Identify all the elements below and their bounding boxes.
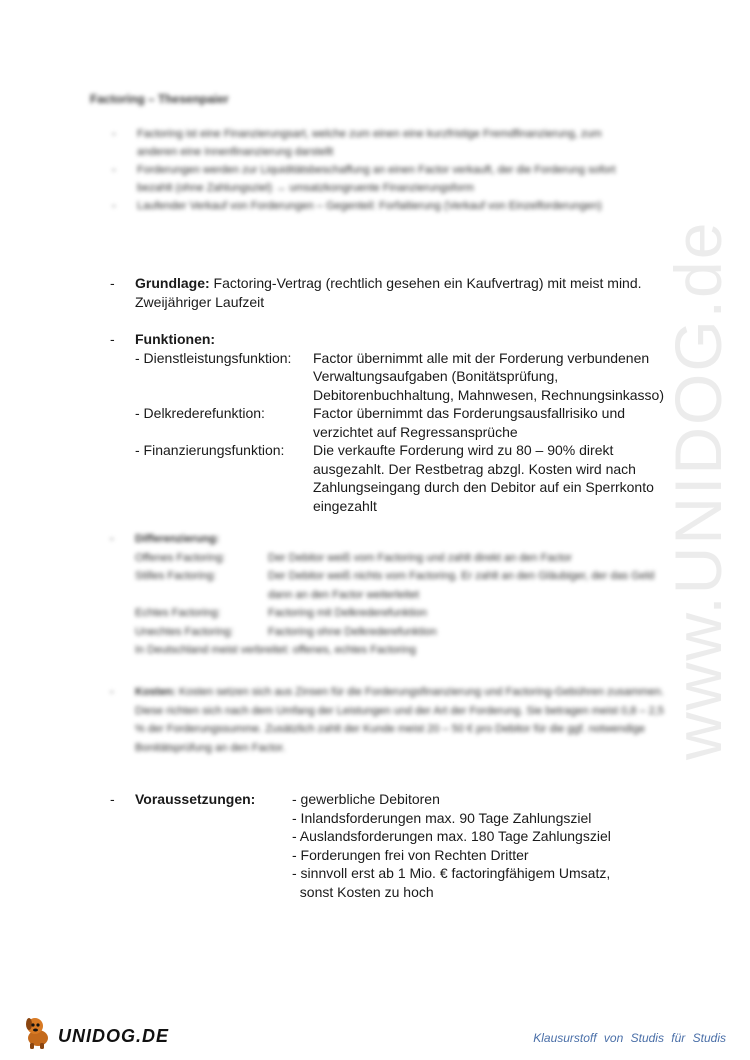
factoring-type: Offenes Factoring: [135,551,226,564]
unidog-logo[interactable] [22,1012,170,1052]
function-name: - Finanzierungsfunktion: [135,442,285,458]
factoring-type: Unechtes Factoring: [135,625,234,638]
voraussetzungen-label: Voraussetzungen: [135,791,256,807]
differenzierung-label: Differenzierung: [135,533,220,545]
grundlage-body [135,274,670,311]
logo-text: UNIDOG.DE [58,1026,170,1046]
intro-item [112,161,632,197]
bullet-dash: - [112,164,116,176]
factoring-type-description: Factoring ohne Delkrederefunktion [268,625,437,638]
watermark: www.UNIDOG.de [661,220,735,760]
section-funktionen [110,330,670,515]
factoring-type: Stilles Factoring: [135,570,217,582]
function-row [135,441,670,515]
requirement-item: - Inlandsforderungen max. 90 Tage Zahlungsziel [292,809,592,826]
bullet-dash: - [110,533,114,545]
section-kosten [110,683,670,757]
intro-text: Factoring ist eine Finanzierungsart, welche zum einen eine kurzfristige Fremdfinanzierung, zum anderen eine Innenfinanzierung darstellt [137,128,602,158]
voraussetzungen-body [135,790,670,901]
kosten-text: Kosten setzen sich aus Zinsen für die Forderungsfinanzierung und Factoring-Gebühren zusammen. Diese richten sich nach dem Umfang der Leistungen und der Art der Forderung. Sie betragen meist 0,8 – 2,5 % der Forderungssumme. Zusätzlich zahlt der Kunde meist 20 – 50 € pro Debitor für die ggf. notwendige Bonitätsprüfung an den Factor. [135,686,664,754]
voraussetzungen-list [292,790,670,901]
section-differenzierung [110,530,670,660]
document-title: Factoring – Thesenpaier [90,92,229,106]
factoring-type-description: Der Debitor weiß nichts vom Factoring. Er zahlt an den Gläubiger, der das Geld dann an den Factor weiterleitet [268,570,655,601]
factoring-type: Echtes Factoring: [135,607,221,619]
function-description: Factor übernimmt das Forderungsausfallrisiko und verzichtet auf Regressansprüche [313,405,626,440]
requirement-item: - gewerbliche Debitoren [292,791,440,807]
differenzierung-body [135,530,670,660]
function-name: - Dienstleistungsfunktion: [135,349,292,366]
bullet-dash: - [112,128,116,140]
requirement-item: - Auslandsforderungen max. 180 Tage Zahlungsziel [292,828,611,844]
intro-text: Laufender Verkauf von Forderungen – Gegenteil: Forfaitierung (Verkauf von Einzelforderungen) [137,200,602,212]
factoring-type-description: Der Debitor weiß vom Factoring und zahlt direkt an den Factor [268,551,572,564]
differenzierung-row [135,549,670,568]
funktionen-body [135,330,670,515]
requirement-item: - Forderungen frei von Rechten Dritter [292,846,529,863]
requirement-item: sonst Kosten zu hoch [292,883,434,900]
dog-icon [22,1012,62,1052]
differenzierung-row [135,604,670,623]
grundlage-text: Factoring-Vertrag (rechtlich gesehen ein Kaufvertrag) mit meist mind. Zweijähriger Laufzeit [135,275,642,310]
kosten-label: Kosten: [135,686,176,698]
kosten-body [135,683,670,757]
bullet-dash: - [110,686,114,698]
differenzierung-row [135,567,670,604]
function-name: - Delkrederefunktion: [135,405,265,421]
differenzierung-note: In Deutschland meist verbreitet: offenes, echtes Factoring [135,644,417,656]
bullet-dash: - [110,275,115,291]
section-voraussetzungen [110,790,670,901]
bullet-dash: - [110,791,115,807]
function-description: Die verkaufte Forderung wird zu 80 – 90% direkt ausgezahlt. Der Restbetrag abzgl. Kosten wird nach Zahlungseingang durch den Debitor auf ein Sperrkonto eingezahlt [313,442,654,514]
footer-tagline: Klausurstoff von Studis für Studis [533,1031,726,1045]
intro-list [112,125,632,215]
function-row [135,349,670,405]
function-row [135,404,670,441]
bullet-dash: - [112,200,116,212]
funktionen-label: Funktionen: [135,331,216,347]
grundlage-label: Grundlage: [135,275,210,291]
intro-text: Forderungen werden zur Liquiditätsbeschaffung an einen Factor verkauft, der die Forderung sofort bezahlt (ohne Zahlungsziel) → umsatzkongruente Finanzierungsform [137,164,616,194]
differenzierung-row [135,623,670,642]
function-description: Factor übernimmt alle mit der Forderung verbundenen Verwaltungsaufgaben (Bonitätsprüfung, Debitorenbuchhaltung, Mahnwesen, Rechnungsinkasso) [313,349,664,403]
section-grundlage [110,274,670,311]
bullet-dash: - [110,331,115,347]
factoring-type-description: Factoring mit Delkrederefunktion [268,607,427,619]
intro-item [112,197,632,215]
requirement-item: - sinnvoll erst ab 1 Mio. € factoringfähigem Umsatz, [292,865,611,881]
intro-item [112,125,632,161]
